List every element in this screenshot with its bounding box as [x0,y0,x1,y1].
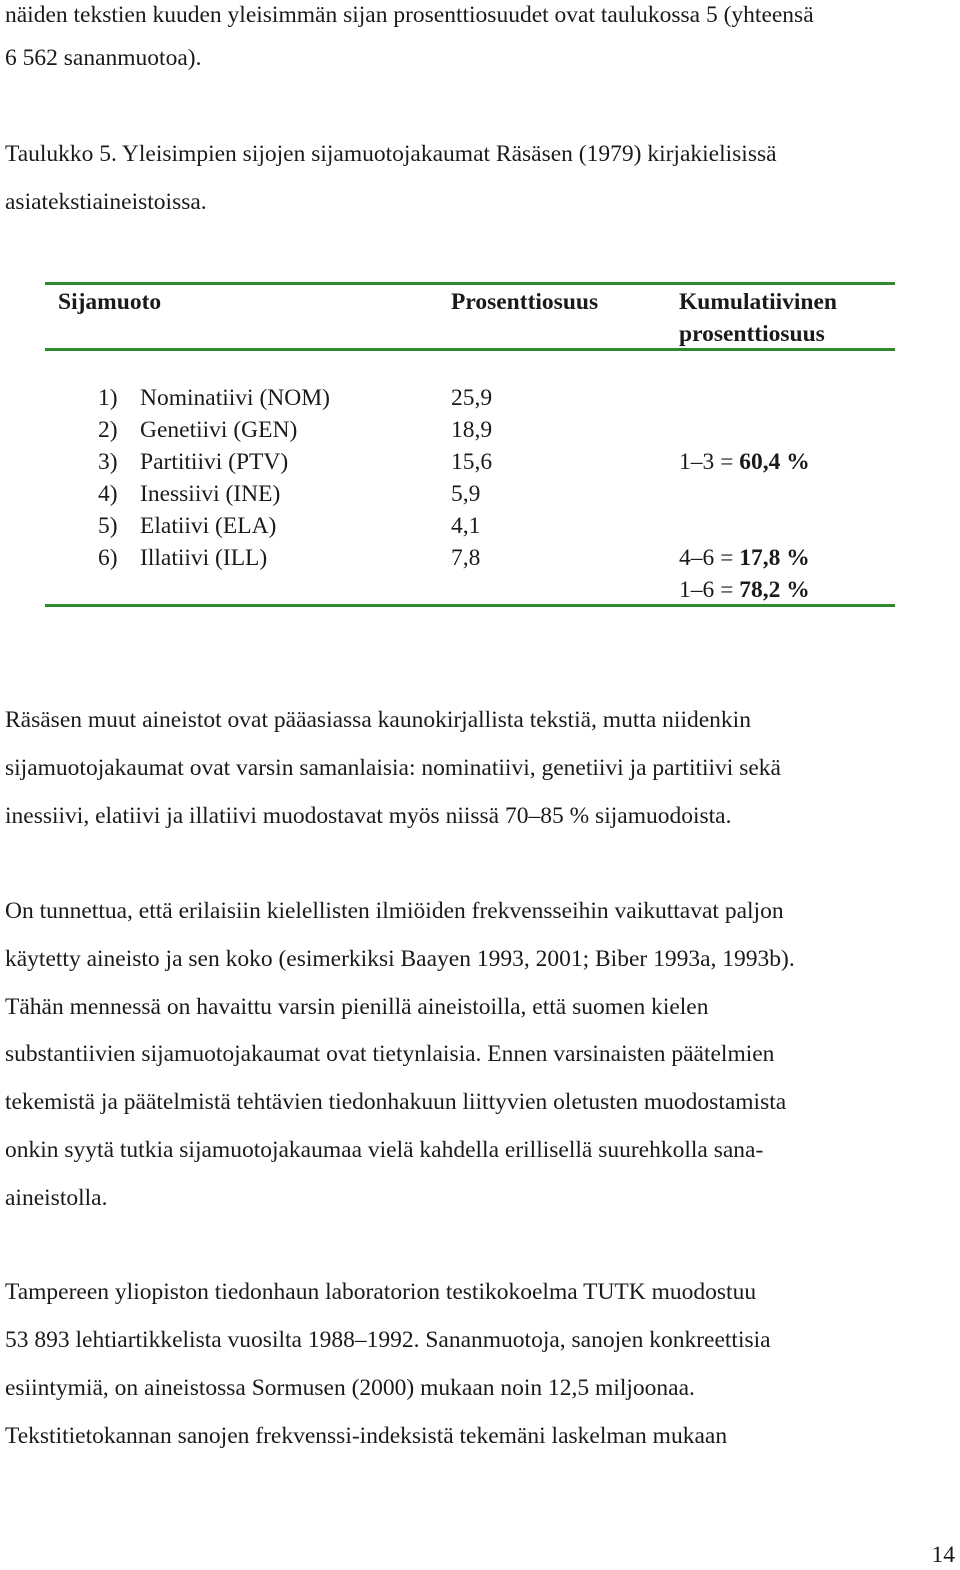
paragraph-line: esiintymiä, on aineistossa Sormusen (2000) mukaan noin 12,5 miljoonaa. [5,1375,695,1401]
row-percent: 25,9 [451,385,493,411]
intro-line: näiden tekstien kuuden yleisimmän sijan prosenttiosuudet ovat taulukossa 5 (yhteensä [5,2,814,28]
paragraph-line: On tunnettua, että erilaisiin kielellisten ilmiöiden frekvensseihin vaikuttavat paljon [5,898,784,924]
row-case-name: Inessiivi (INE) [140,481,281,507]
row-number: 6) [98,545,118,571]
row-number: 3) [98,449,118,475]
row-number: 2) [98,417,118,443]
table-caption-line: asiatekstiaineistoissa. [5,189,207,215]
table-bottom-rule [45,604,895,607]
header-case: Sijamuoto [58,289,162,315]
cumulative-4-6 [679,542,810,574]
cumulative-1-6 [679,574,810,606]
paragraph-line: Tekstitietokannan sanojen frekvenssi-indeksistä tekemäni laskelman mukaan [5,1423,728,1449]
cumulative-value: 78,2 % [739,577,810,603]
row-case-name: Genetiivi (GEN) [140,417,298,443]
row-number: 4) [98,481,118,507]
header-percent: Prosenttiosuus [451,289,599,315]
row-number: 5) [98,513,118,539]
paragraph-line: inessiivi, elatiivi ja illatiivi muodostavat myös niissä 70–85 % sijamuodoista. [5,803,732,829]
paragraph-line: aineistolla. [5,1185,108,1211]
paragraph-line: onkin syytä tutkia sijamuotojakaumaa vielä kahdella erillisellä suurehkolla sana- [5,1137,764,1163]
paragraph-line: Tähän mennessä on havaittu varsin pienillä aineistoilla, että suomen kielen [5,994,709,1020]
paragraph-line: Tampereen yliopiston tiedonhaun laboratorion testikokoelma TUTK muodostuu [5,1279,757,1305]
cumulative-range: 4–6 = [679,545,740,571]
paragraph-line: tekemistä ja päätelmistä tehtävien tiedonhakuun liittyvien oletusten muodostamista [5,1089,787,1115]
row-case-name: Nominatiivi (NOM) [140,385,330,411]
cumulative-range: 1–6 = [679,577,740,603]
row-case-name: Illatiivi (ILL) [140,545,268,571]
row-case-name: Elatiivi (ELA) [140,513,277,539]
paragraph-line: sijamuotojakaumat ovat varsin samanlaisia: nominatiivi, genetiivi ja partitiivi sekä [5,755,781,781]
header-cumulative-cont: prosenttiosuus [679,321,825,347]
paragraph-line: substantiivien sijamuotojakaumat ovat tietynlaisia. Ennen varsinaisten päätelmien [5,1041,775,1067]
row-percent: 7,8 [451,545,481,571]
row-percent: 15,6 [451,449,493,475]
table-top-rule [45,282,895,285]
cumulative-value: 17,8 % [739,545,810,571]
row-case-name: Partitiivi (PTV) [140,449,289,475]
table-header-rule [45,348,895,351]
cumulative-value: 60,4 % [739,449,810,475]
paragraph-line: Räsäsen muut aineistot ovat pääasiassa kaunokirjallista tekstiä, mutta niidenkin [5,707,751,733]
row-percent: 5,9 [451,481,481,507]
row-percent: 4,1 [451,513,481,539]
page-number: 14 [931,1542,955,1568]
paragraph-line: 53 893 lehtiartikkelista vuosilta 1988–1992. Sananmuotoja, sanojen konkreettisia [5,1327,771,1353]
cumulative-1-3 [679,446,810,478]
cumulative-range: 1–3 = [679,449,740,475]
row-percent: 18,9 [451,417,493,443]
intro-line: 6 562 sananmuotoa). [5,45,202,71]
header-cumulative: Kumulatiivinen [679,289,838,315]
paragraph-line: käytetty aineisto ja sen koko (esimerkiksi Baayen 1993, 2001; Biber 1993a, 1993b). [5,946,795,972]
row-number: 1) [98,385,118,411]
table-caption-line: Taulukko 5. Yleisimpien sijojen sijamuotojakaumat Räsäsen (1979) kirjakielisissä [5,141,777,167]
